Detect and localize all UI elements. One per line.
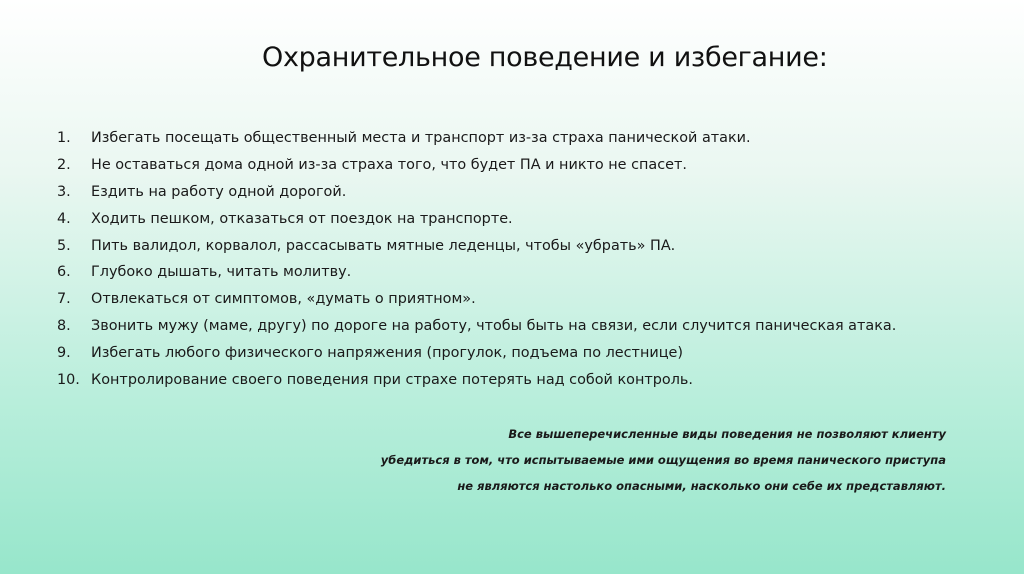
list-item bbox=[57, 313, 896, 340]
list-item bbox=[57, 286, 896, 313]
list-item-text: Избегать любого физического напряжения (прогулок, подъема по лестнице) bbox=[91, 344, 683, 361]
list-item-number: 7. bbox=[57, 291, 71, 308]
note-line: убедиться в том, что испытываемые ими ощущения во время панического приступа bbox=[380, 453, 946, 467]
list-item bbox=[57, 179, 896, 206]
list-item-number: 3. bbox=[57, 183, 71, 200]
slide-title: Охранительное поведение и избегание: bbox=[262, 42, 828, 73]
list-item bbox=[57, 366, 896, 393]
list-item-number: 8. bbox=[57, 317, 71, 334]
list-item bbox=[57, 339, 896, 366]
list-item-text: Избегать посещать общественный места и транспорт из-за страха панической атаки. bbox=[91, 130, 751, 147]
conclusion-note bbox=[381, 421, 946, 499]
note-line: не являются настолько опасными, насколько они себе их представляют. bbox=[457, 479, 946, 493]
list-item-number: 6. bbox=[57, 264, 71, 281]
list-item-text: Ходить пешком, отказаться от поездок на транспорте. bbox=[91, 210, 513, 227]
list-item-number: 9. bbox=[57, 344, 71, 361]
list-item-text: Звонить мужу (маме, другу) по дороге на работу, чтобы быть на связи, если случится паническая атака. bbox=[91, 317, 897, 334]
list-item bbox=[57, 205, 896, 232]
list-item-number: 2. bbox=[57, 157, 71, 174]
list-item bbox=[57, 232, 896, 259]
list-item-text: Контролирование своего поведения при страхе потерять над собой контроль. bbox=[91, 371, 693, 388]
list-item-text: Ездить на работу одной дорогой. bbox=[91, 183, 347, 200]
list-item bbox=[57, 125, 896, 152]
list-item-text: Пить валидол, корвалол, рассасывать мятные леденцы, чтобы «убрать» ПА. bbox=[91, 237, 676, 254]
list-item-text: Отвлекаться от симптомов, «думать о приятном». bbox=[91, 291, 476, 308]
behavior-list bbox=[57, 125, 896, 393]
list-item-number: 4. bbox=[57, 210, 71, 227]
list-item bbox=[57, 152, 896, 179]
list-item-number: 1. bbox=[57, 130, 71, 147]
list-item-text: Не оставаться дома одной из-за страха того, что будет ПА и никто не спасет. bbox=[91, 157, 687, 174]
list-item-number: 10. bbox=[57, 371, 80, 388]
list-item bbox=[57, 259, 896, 286]
note-line: Все вышеперечисленные виды поведения не позволяют клиенту bbox=[508, 427, 946, 441]
list-item-text: Глубоко дышать, читать молитву. bbox=[91, 264, 352, 281]
list-item-number: 5. bbox=[57, 237, 71, 254]
